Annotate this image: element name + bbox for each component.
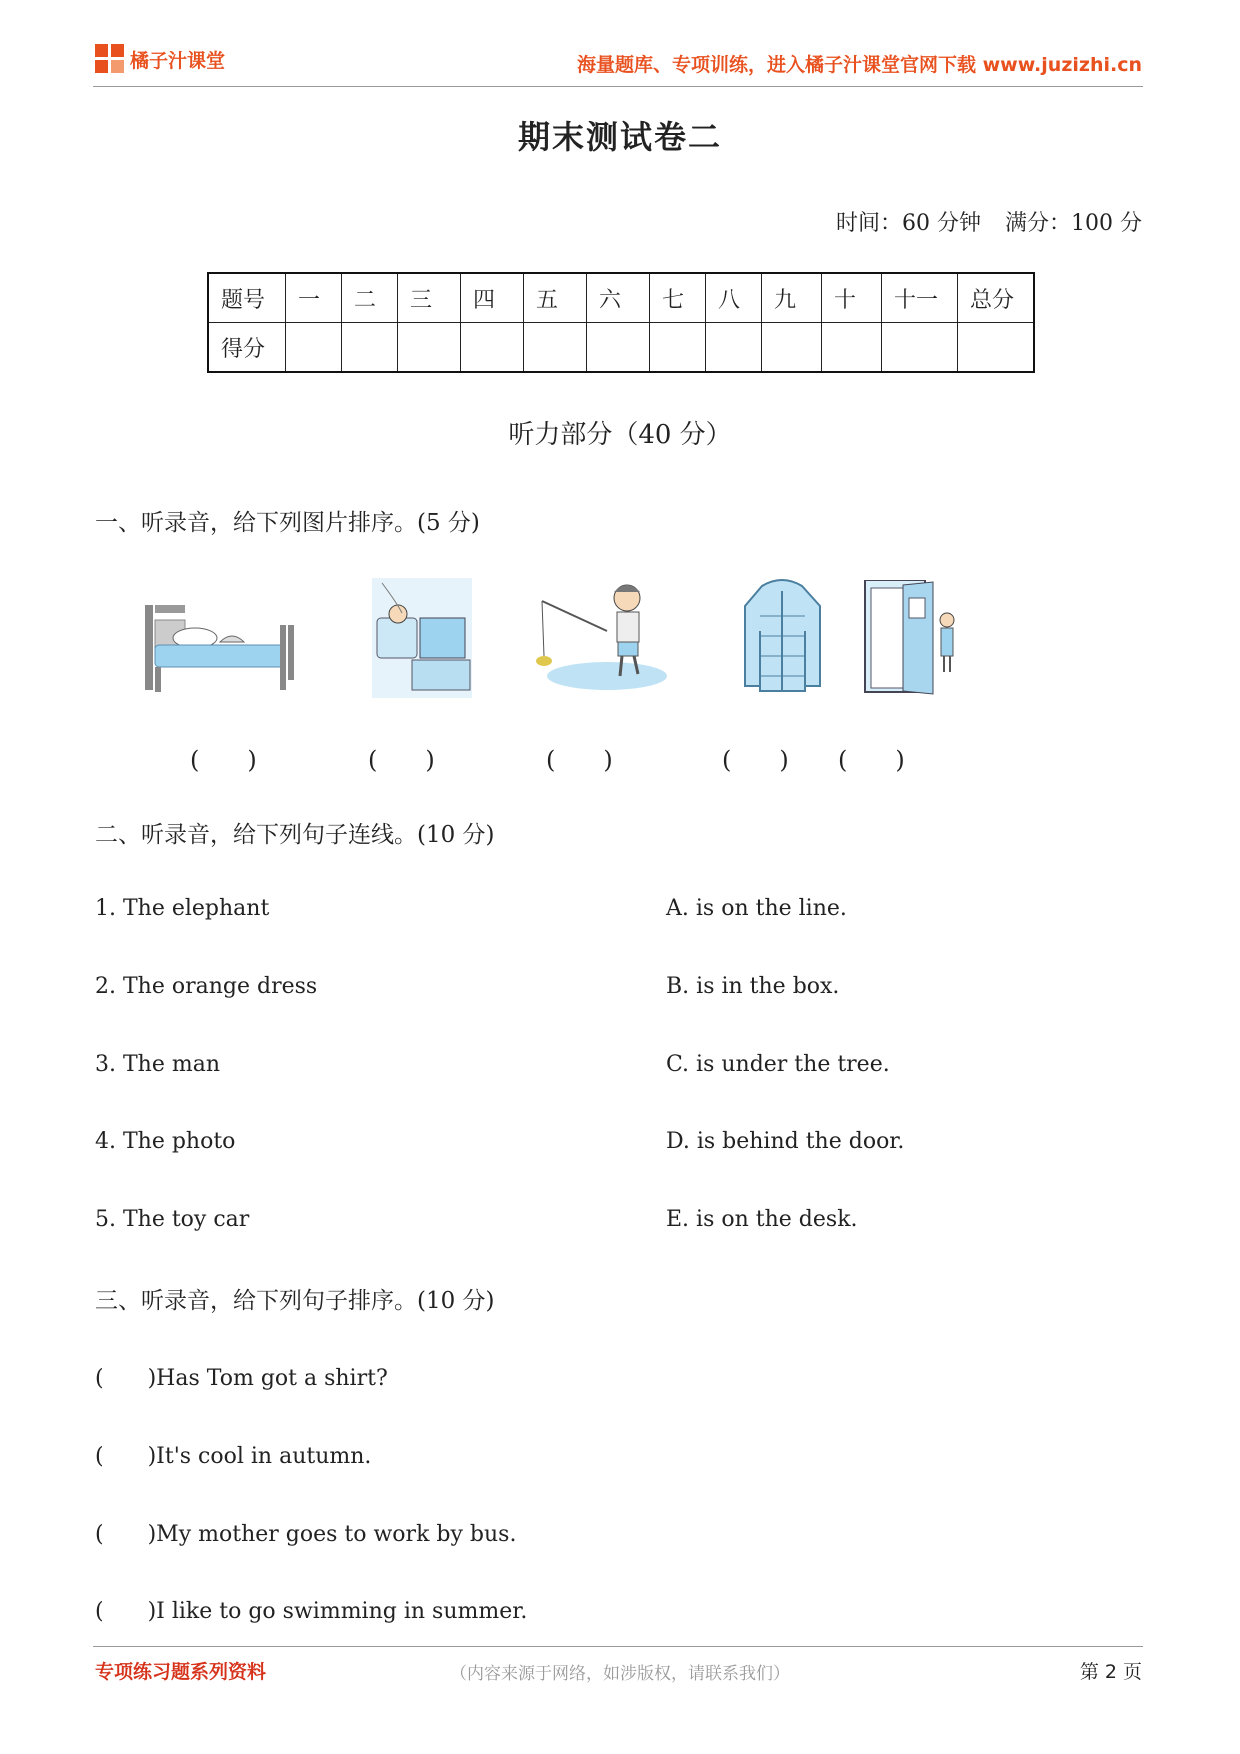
score-cell: [762, 323, 822, 373]
score-cell: [398, 323, 461, 373]
match-right-item: B. is in the box.: [666, 974, 840, 999]
score-table: [207, 272, 1035, 373]
score-cell: [286, 323, 342, 373]
score-table-header-cell: 十: [822, 273, 882, 323]
jacket-picture: [740, 576, 825, 696]
score-table-header-cell: 一: [286, 273, 342, 323]
score-table-header-cell: 七: [650, 273, 706, 323]
order-item: [95, 1517, 516, 1548]
order-item: [95, 1439, 371, 1470]
logo-icon: [95, 44, 125, 74]
footer-series: 专项练习题系列资料: [95, 1661, 267, 1683]
score-cell: [822, 323, 882, 373]
section3-title: 三、听录音，给下列句子排序。(10 分): [95, 1288, 495, 1314]
full-score: 满分：100 分: [1005, 211, 1142, 236]
answer-blank[interactable]: ( ): [838, 746, 905, 774]
match-right-item: C. is under the tree.: [666, 1052, 890, 1077]
score-cell: [958, 323, 1035, 373]
header-tagline: 海量题库、专项训练，进入橘子汁课堂官网下载 www.juzizhi.cn: [577, 54, 1142, 76]
match-left-item: 3. The man: [95, 1052, 220, 1077]
order-blank[interactable]: ( ): [95, 1599, 157, 1624]
score-cell: [461, 323, 524, 373]
score-table-header-cell: 六: [587, 273, 650, 323]
order-item: [95, 1361, 388, 1392]
match-left-item: 4. The photo: [95, 1129, 236, 1154]
footer-disclaimer: （内容来源于网络，如涉版权，请联系我们）: [450, 1664, 790, 1684]
score-cell: [587, 323, 650, 373]
score-table-header-cell: 三: [398, 273, 461, 323]
score-table-header-cell: 题号: [208, 273, 286, 323]
match-left-item: 2. The orange dress: [95, 974, 318, 999]
score-table-header-cell: 八: [706, 273, 762, 323]
section1-title: 一、听录音，给下列图片排序。(5 分): [95, 510, 480, 536]
listening-part-title: 听力部分（40 分）: [508, 420, 732, 450]
exam-meta: [812, 206, 1142, 237]
time-limit: 时间：60 分钟: [836, 211, 981, 236]
score-table-header-cell: 十一: [882, 273, 958, 323]
score-table-header-cell: 五: [524, 273, 587, 323]
answer-blank[interactable]: ( ): [368, 746, 435, 774]
answer-blank[interactable]: ( ): [546, 746, 613, 774]
order-blank[interactable]: ( ): [95, 1366, 157, 1391]
order-blank[interactable]: ( ): [95, 1522, 157, 1547]
answer-blank[interactable]: ( ): [190, 746, 257, 774]
score-table-header-cell: 四: [461, 273, 524, 323]
score-table-header-cell: 九: [762, 273, 822, 323]
match-right-item: E. is on the desk.: [666, 1207, 858, 1232]
order-text: I like to go swimming in summer.: [156, 1599, 528, 1624]
score-cell: [524, 323, 587, 373]
footer-divider: [93, 1646, 1143, 1647]
door-picture: [863, 580, 963, 695]
match-right-item: D. is behind the door.: [666, 1129, 905, 1154]
score-cell: [650, 323, 706, 373]
brand-name: 橘子汁课堂: [130, 50, 226, 72]
order-blank[interactable]: ( ): [95, 1444, 157, 1469]
bed-picture: [140, 590, 305, 700]
match-left-item: 5. The toy car: [95, 1207, 250, 1232]
score-cell: [342, 323, 398, 373]
match-right-item: A. is on the line.: [666, 896, 847, 921]
score-cell: [882, 323, 958, 373]
fishing-picture: [522, 576, 672, 696]
score-row-label: 得分: [208, 323, 286, 373]
section2-title: 二、听录音，给下列句子连线。(10 分): [95, 822, 495, 848]
score-table-header-cell: 总分: [958, 273, 1035, 323]
tv-picture: [372, 578, 472, 698]
order-text: My mother goes to work by bus.: [156, 1522, 517, 1547]
order-item: [95, 1594, 527, 1625]
score-table-score-row: [208, 323, 1034, 373]
order-text: It's cool in autumn.: [156, 1444, 372, 1469]
score-table-header-row: [208, 273, 1034, 323]
page-number: 第 2 页: [1079, 1661, 1142, 1683]
order-text: Has Tom got a shirt?: [156, 1366, 388, 1391]
score-table-header-cell: 二: [342, 273, 398, 323]
answer-blank[interactable]: ( ): [722, 746, 789, 774]
page-title: 期末测试卷二: [517, 118, 722, 156]
match-left-item: 1. The elephant: [95, 896, 270, 921]
header-divider: [93, 86, 1143, 87]
score-cell: [706, 323, 762, 373]
